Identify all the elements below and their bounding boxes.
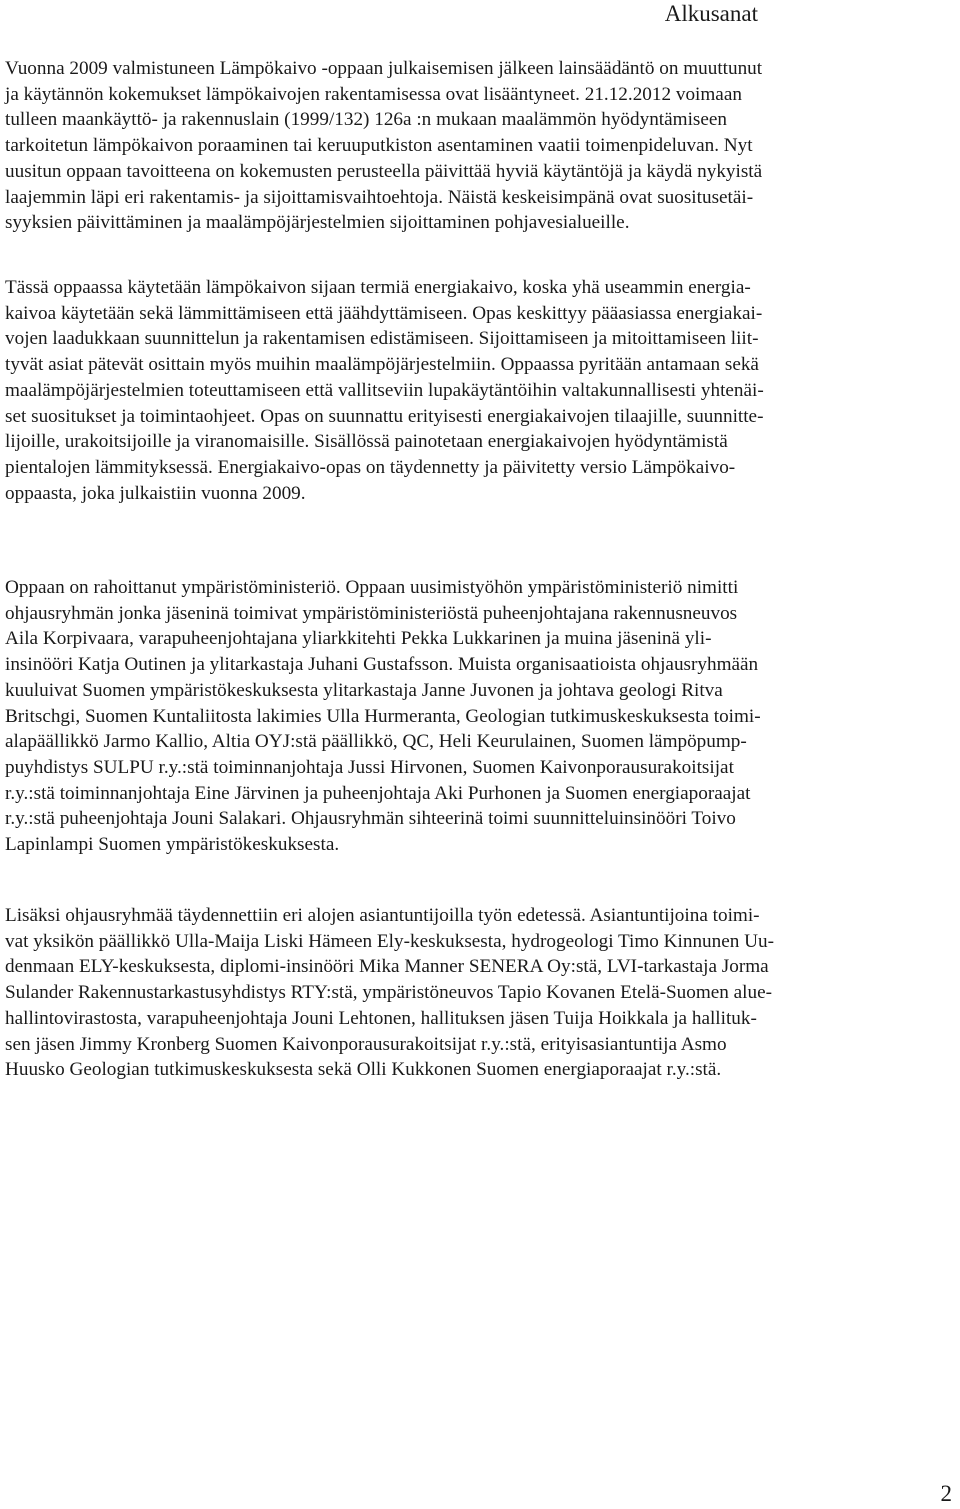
text-line: denmaan ELY-keskuksesta, diplomi-insinööri Mika Manner SENERA Oy:stä, LVI-tarkastaja Jorma (5, 956, 769, 978)
text-line: Vuonna 2009 valmistuneen Lämpökaivo -oppaan julkaisemisen jälkeen lainsäädäntö on muuttunut (5, 58, 763, 79)
text-line: ohjausryhmän jonka jäseninä toimivat ympäristöministeriöstä puheenjohtajana rakennusneuvos (5, 602, 738, 624)
text-line: insinööri Katja Outinen ja ylitarkastaja Juhani Gustafsson. Muista organisaatioista ohjausryhmään (5, 654, 759, 676)
text-line: Sulander Rakennustarkastusyhdistys RTY:stä, ympäristöneuvos Tapio Kovanen Etelä-Suomen alue- (5, 982, 773, 1004)
text-line: tyvät asiat pätevät osittain myös muihin maalämpöjärjestelmiin. Oppaassa pyritään antamaan sekä (5, 354, 759, 376)
text-line: Oppaan on rahoittanut ympäristöministeriö. Oppaan uusimistyöhön ympäristöministeriö nimitti (5, 577, 739, 598)
paragraph-terminology (5, 275, 955, 506)
paragraph-intro (5, 56, 955, 236)
text-line: set suositukset ja toimintaohjeet. Opas on suunnattu erityisesti energiakaivojen tilaajille, suunnitte- (5, 405, 764, 427)
page-heading: Alkusanat (664, 1, 758, 26)
text-line: sen jäsen Jimmy Kronberg Suomen Kaivonporausurakoitsijat r.y.:stä, erityisasiantuntija Asmo (5, 1033, 727, 1055)
text-line: puyhdistys SULPU r.y.:stä toiminnanjohtaja Jussi Hirvonen, Suomen Kaivonporausurakoitsijat (5, 756, 734, 778)
text-line: tulleen maankäyttö- ja rakennuslain (1999/132) 126a :n mukaan maalämmön hyödyntämiseen (5, 109, 727, 131)
text-line: kuuluivat Suomen ympäristökeskuksesta ylitarkastaja Janne Juvonen ja johtava geologi Ritva (5, 679, 723, 701)
text-line: pientalojen lämmityksessä. Energiakaivo-opas on täydennetty ja päivitetty versio Lämpökaivo- (5, 456, 736, 478)
paragraph-experts (5, 903, 955, 1083)
text-line: oppaasta, joka julkaistiin vuonna 2009. (5, 482, 306, 504)
text-line: Lapinlampi Suomen ympäristökeskuksesta. (5, 834, 340, 856)
text-line: tarkoitetun lämpökaivon poraaminen tai keruuputkiston asentaminen vaatii toimenpideluvan. Nyt (5, 135, 753, 157)
text-line: Britschgi, Suomen Kuntaliitosta lakimies Ulla Hurmeranta, Geologian tutkimuskeskuksesta toimi- (5, 705, 761, 727)
text-line: ja käytännön kokemukset lämpökaivojen rakentamisessa ovat lisääntyneet. 21.12.2012 voimaan (5, 83, 742, 105)
paragraph-funding (5, 575, 955, 858)
page-number: 2 (940, 1481, 952, 1506)
text-line: Lisäksi ohjausryhmää täydennettiin eri alojen asiantuntijoilla työn edetessä. Asiantuntijoina toimi- (5, 905, 760, 926)
text-line: Aila Korpivaara, varapuheenjohtajana yliarkkitehti Pekka Lukkarinen ja muina jäseninä yli- (5, 628, 712, 650)
text-line: kaivoa käytetään sekä lämmittämiseen että jäähdyttämiseen. Opas keskittyy pääasiassa energiakai- (5, 302, 763, 324)
text-line: Tässä oppaassa käytetään lämpökaivon sijaan termiä energiakaivo, koska yhä useammin energia- (5, 277, 751, 298)
text-line: vat yksikön päällikkö Ulla-Maija Liski Hämeen Ely-keskuksesta, hydrogeologi Timo Kinnunen Uu- (5, 930, 774, 952)
text-line: r.y.:stä toiminnanjohtaja Eine Järvinen ja puheenjohtaja Aki Purhonen ja Suomen energiaporaajat (5, 782, 751, 804)
text-line: syyksien päivittäminen ja maalämpöjärjestelmien sijoittaminen pohjavesialueille. (5, 212, 630, 234)
text-line: laajemmin läpi eri rakentamis- ja sijoittamisvaihtoehtoja. Näistä keskeisimpänä ovat suositusetäi- (5, 186, 754, 208)
text-line: maalämpöjärjestelmien toteuttamiseen että vallitseviin lupakäytäntöihin valtakunnallisesti yhtenäi- (5, 379, 764, 401)
text-line: hallintovirastosta, varapuheenjohtaja Jouni Lehtonen, hallituksen jäsen Tuija Hoikkala ja hallituk- (5, 1007, 757, 1029)
text-line: vojen laadukkaan suunnittelun ja rakentamisen edistämiseen. Sijoittamiseen ja mitoittamiseen liit- (5, 328, 759, 350)
text-line: lijoille, urakoitsijoille ja viranomaisille. Sisällössä painotetaan energiakaivojen hyödyntämistä (5, 431, 728, 453)
text-line: r.y.:stä puheenjohtaja Jouni Salakari. Ohjausryhmän sihteerinä toimi suunnitteluinsinööri Toivo (5, 808, 736, 830)
text-line: uusitun oppaan tavoitteena on kokemusten perusteella päivittää hyviä käytäntöjä ja käydä nykyistä (5, 160, 763, 182)
text-line: Huusko Geologian tutkimuskeskuksesta sekä Olli Kukkonen Suomen energiaporaajat r.y.:stä. (5, 1059, 722, 1081)
text-line: alapäällikkö Jarmo Kallio, Altia OYJ:stä päällikkö, QC, Heli Keurulainen, Suomen lämpöpump- (5, 731, 747, 753)
